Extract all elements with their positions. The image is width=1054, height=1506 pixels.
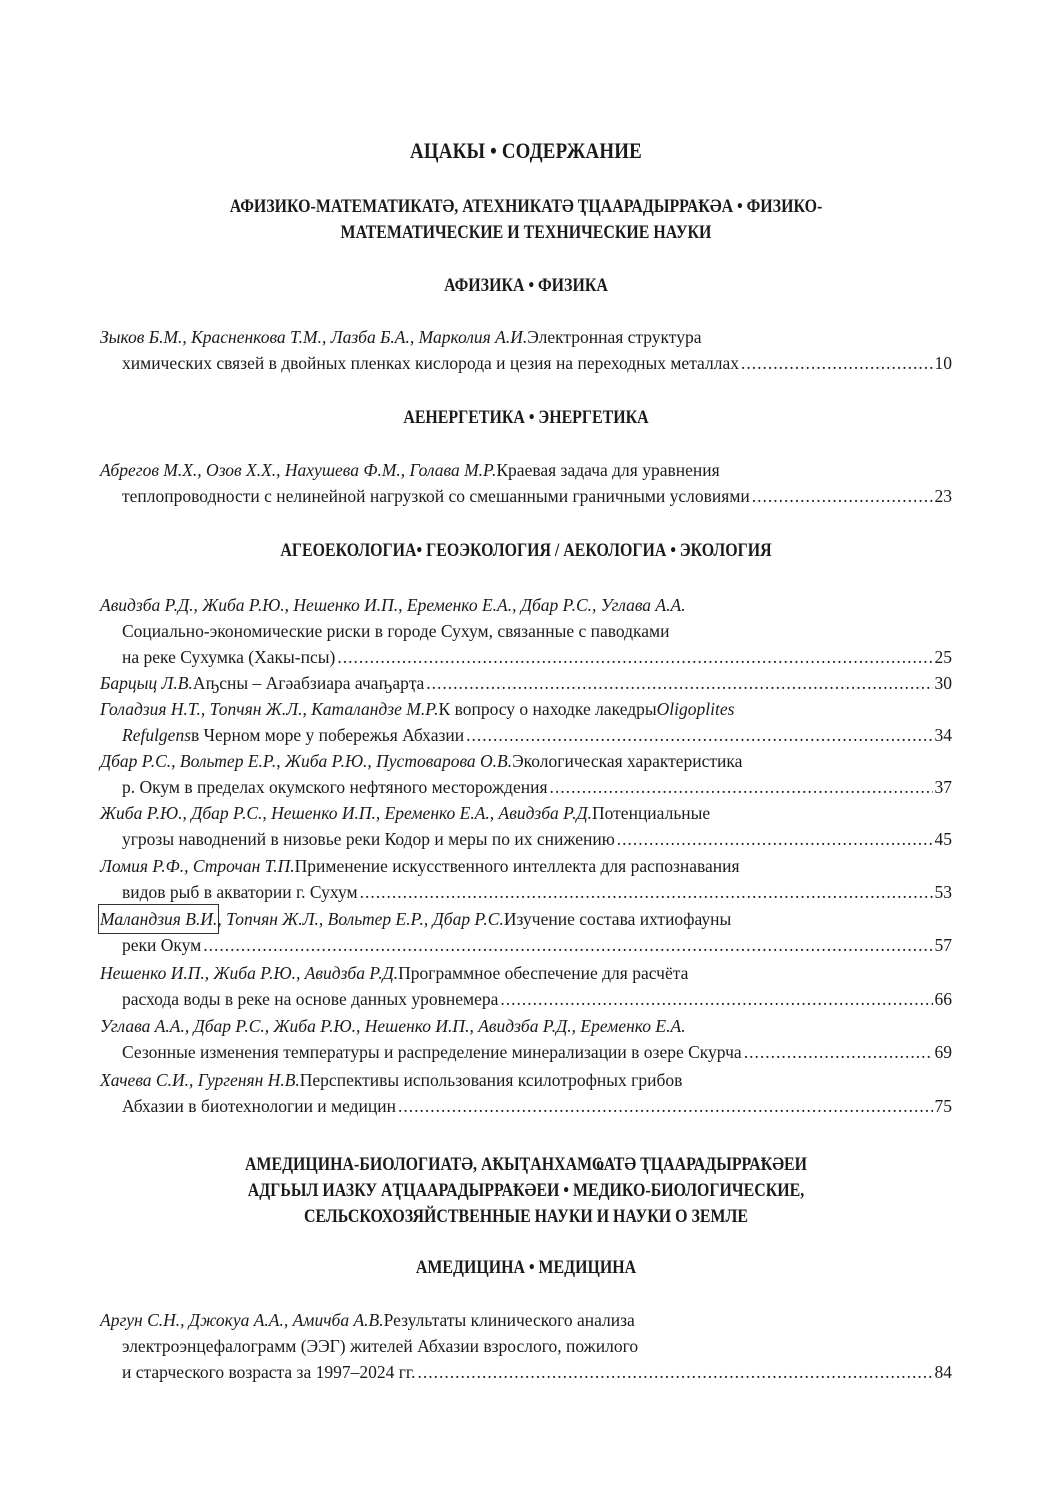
entry-title: Экологическая характеристика: [512, 751, 743, 771]
entry-title: Потенциальные: [592, 803, 711, 823]
toc-entry[interactable]: [100, 592, 952, 670]
leader-dots: [426, 670, 932, 696]
entry-authors: Хачева С.И., Гургенян Н.В.: [100, 1070, 300, 1090]
leader-dots: [752, 483, 933, 509]
toc-entry[interactable]: [100, 853, 952, 905]
page-number: 84: [934, 1362, 952, 1382]
toc-entry[interactable]: [100, 696, 952, 748]
page-number: 69: [934, 1042, 952, 1062]
page-title: АЦАКЫ • СОДЕРЖАНИЕ: [410, 138, 642, 163]
subsection-heading-physics: АФИЗИКА • ФИЗИКА: [444, 276, 608, 296]
toc-entry[interactable]: [100, 1307, 952, 1385]
page-number: 57: [934, 935, 952, 955]
toc-entry[interactable]: [100, 800, 952, 852]
entry-title: и старческого возраста за 1997–2024 гг.: [122, 1362, 416, 1382]
entry-authors: Голадзия Н.Т., Топчян Ж.Л., Каталандзе М.Р.: [100, 699, 439, 719]
entry-title: Краевая задача для уравнения: [496, 460, 720, 480]
entry-authors: Авидзба Р.Д., Жиба Р.Ю., Нешенко И.П., Еременко Е.А., Дбар Р.С., Углава А.А.: [100, 595, 686, 615]
leader-dots: [741, 350, 933, 376]
leader-dots: [360, 879, 933, 905]
leader-dots: [398, 1093, 932, 1119]
major-section-heading: [160, 194, 893, 246]
entry-title: на реке Сухумка (Хакы-псы): [122, 647, 336, 667]
page-number: 53: [934, 882, 952, 902]
entry-authors: Нешенко И.П., Жиба Р.Ю., Авидзба Р.Д.: [100, 963, 399, 983]
heading-line: АМЕДИЦИНА-БИОЛОГИАТƏ, АҞЫҬАНХАМҨАТƏ ҬЦААРАДЫРРАҞƏЕИ: [244, 1155, 808, 1175]
toc-entry[interactable]: [100, 324, 952, 376]
entry-title: Результаты клинического анализа: [383, 1310, 635, 1330]
leader-dots: [550, 774, 933, 800]
heading-line: СЕЛЬСКОХОЗЯЙСТВЕННЫЕ НАУКИ И НАУКИ О ЗЕМЛЕ: [304, 1207, 748, 1227]
entry-title: р. Окум в пределах окумского нефтяного месторождения: [122, 777, 548, 797]
entry-title: Программное обеспечение для расчёта: [398, 963, 689, 983]
entry-title: Социально-экономические риски в городе Сухум, связанные с паводками: [122, 621, 670, 641]
leader-dots: [203, 932, 932, 958]
toc-entry[interactable]: [100, 670, 952, 696]
page-number: 23: [934, 486, 952, 506]
entry-authors: Ломия Р.Ф., Строчан Т.П.: [100, 856, 295, 876]
entry-title: Электронная структура: [527, 327, 702, 347]
leader-dots: [500, 986, 932, 1012]
toc-entry[interactable]: [100, 1067, 952, 1119]
entry-authors: Аргун С.Н., Джокуа А.А., Амичба А.В.: [100, 1310, 384, 1330]
page-number: 75: [934, 1096, 952, 1116]
entry-title: теплопроводности с нелинейной нагрузкой со смешанными граничными условиями: [122, 486, 750, 506]
entry-title: в Черном море у побережья Абхазии: [191, 725, 465, 745]
entry-title: химических связей в двойных пленках кислорода и цезия на переходных металлах: [122, 353, 739, 373]
entry-title: расхода воды в реке на основе данных уровнемера: [122, 989, 499, 1009]
entry-authors: , Топчян Ж.Л., Вольтер Е.Р., Дбар Р.С.: [217, 909, 504, 929]
entry-title: реки Окум: [122, 935, 202, 955]
heading-line: МАТЕМАТИЧЕСКИЕ И ТЕХНИЧЕСКИЕ НАУКИ: [340, 223, 712, 243]
entry-authors: Барцыц Л.В.: [100, 673, 193, 693]
leader-dots: [617, 826, 933, 852]
entry-title: видов рыб в акватории г. Сухум: [122, 882, 358, 902]
entry-title: Абхазии в биотехнологии и медицин: [122, 1096, 397, 1116]
toc-entry[interactable]: [100, 748, 952, 800]
toc-entry[interactable]: [100, 457, 952, 509]
page-number: 37: [934, 777, 952, 797]
page-number: 45: [934, 829, 952, 849]
entry-authors: Жиба Р.Ю., Дбар Р.С., Нешенко И.П., Еременко Е.А., Авидзба Р.Д.: [100, 803, 592, 823]
heading-line: АДГЬЫЛ ИАЗКУ АҬЦААРАДЫРРАҞƏЕИ • МЕДИКО-БИОЛОГИЧЕСКИЕ,: [247, 1181, 805, 1201]
major-section-heading: [160, 1152, 893, 1230]
entry-title: угрозы наводнений в низовье реки Кодор и меры по их снижению: [122, 829, 615, 849]
page-number: 25: [934, 647, 952, 667]
leader-dots: [466, 722, 932, 748]
page-number: 66: [934, 989, 952, 1009]
entry-authors: Углава А.А., Дбар Р.С., Жиба Р.Ю., Нешенко И.П., Авидзба Р.Д., Еременко Е.А.: [100, 1016, 686, 1036]
toc-entry[interactable]: [100, 960, 952, 1012]
entry-title: Перспективы использования ксилотрофных грибов: [299, 1070, 683, 1090]
entry-title: Аҧсны – Агəабзиара ачаҧарҭа: [192, 673, 425, 693]
leader-dots: [744, 1039, 933, 1065]
entry-title-species: Refulgens: [122, 725, 192, 745]
subsection-heading-medicine: АМЕДИЦИНА • МЕДИЦИНА: [415, 1258, 637, 1278]
toc-entry[interactable]: [100, 906, 952, 958]
entry-authors: Дбар Р.С., Вольтер Е.Р., Жиба Р.Ю., Пустоварова О.В.: [100, 751, 513, 771]
entry-title: К вопросу о находке лакедры: [438, 699, 657, 719]
entry-title: Применение искусственного интеллекта для распознавания: [294, 856, 740, 876]
page-number: 30: [934, 673, 952, 693]
leader-dots: [417, 1359, 932, 1385]
subsection-heading-energetics: АЕНЕРГЕТИКА • ЭНЕРГЕТИКА: [403, 408, 649, 428]
entry-title-species: Oligoplites: [656, 699, 735, 719]
heading-line: АФИЗИКО-МАТЕМАТИКАТƏ, АТЕХНИКАТƏ ҬЦААРАДЫРРАҞƏА • ФИЗИКО-: [229, 197, 823, 217]
entry-authors: Зыков Б.М., Красненкова Т.М., Лазба Б.А., Марколия А.И.: [100, 327, 528, 347]
page-number: 10: [934, 353, 952, 373]
entry-authors: Абрегов М.Х., Озов Х.Х., Нахушева Ф.М., Голава М.Р.: [100, 460, 497, 480]
leader-dots: [337, 644, 932, 670]
toc-entry[interactable]: [100, 1013, 952, 1065]
entry-title: электроэнцефалограмм (ЭЭГ) жителей Абхазии взрослого, пожилого: [122, 1336, 639, 1356]
page-number: 34: [934, 725, 952, 745]
entry-title: Изучение состава ихтиофауны: [503, 909, 732, 929]
subsection-heading-ecology: АГЕОЕКОЛОГИА• ГЕОЭКОЛОГИЯ / АЕКОЛОГИА • ЭКОЛОГИЯ: [280, 541, 772, 561]
entry-author-highlighted: Маландзия В.И.: [100, 906, 217, 932]
entry-title: Сезонные изменения температуры и распределение минерализации в озере Скурча: [122, 1042, 742, 1062]
